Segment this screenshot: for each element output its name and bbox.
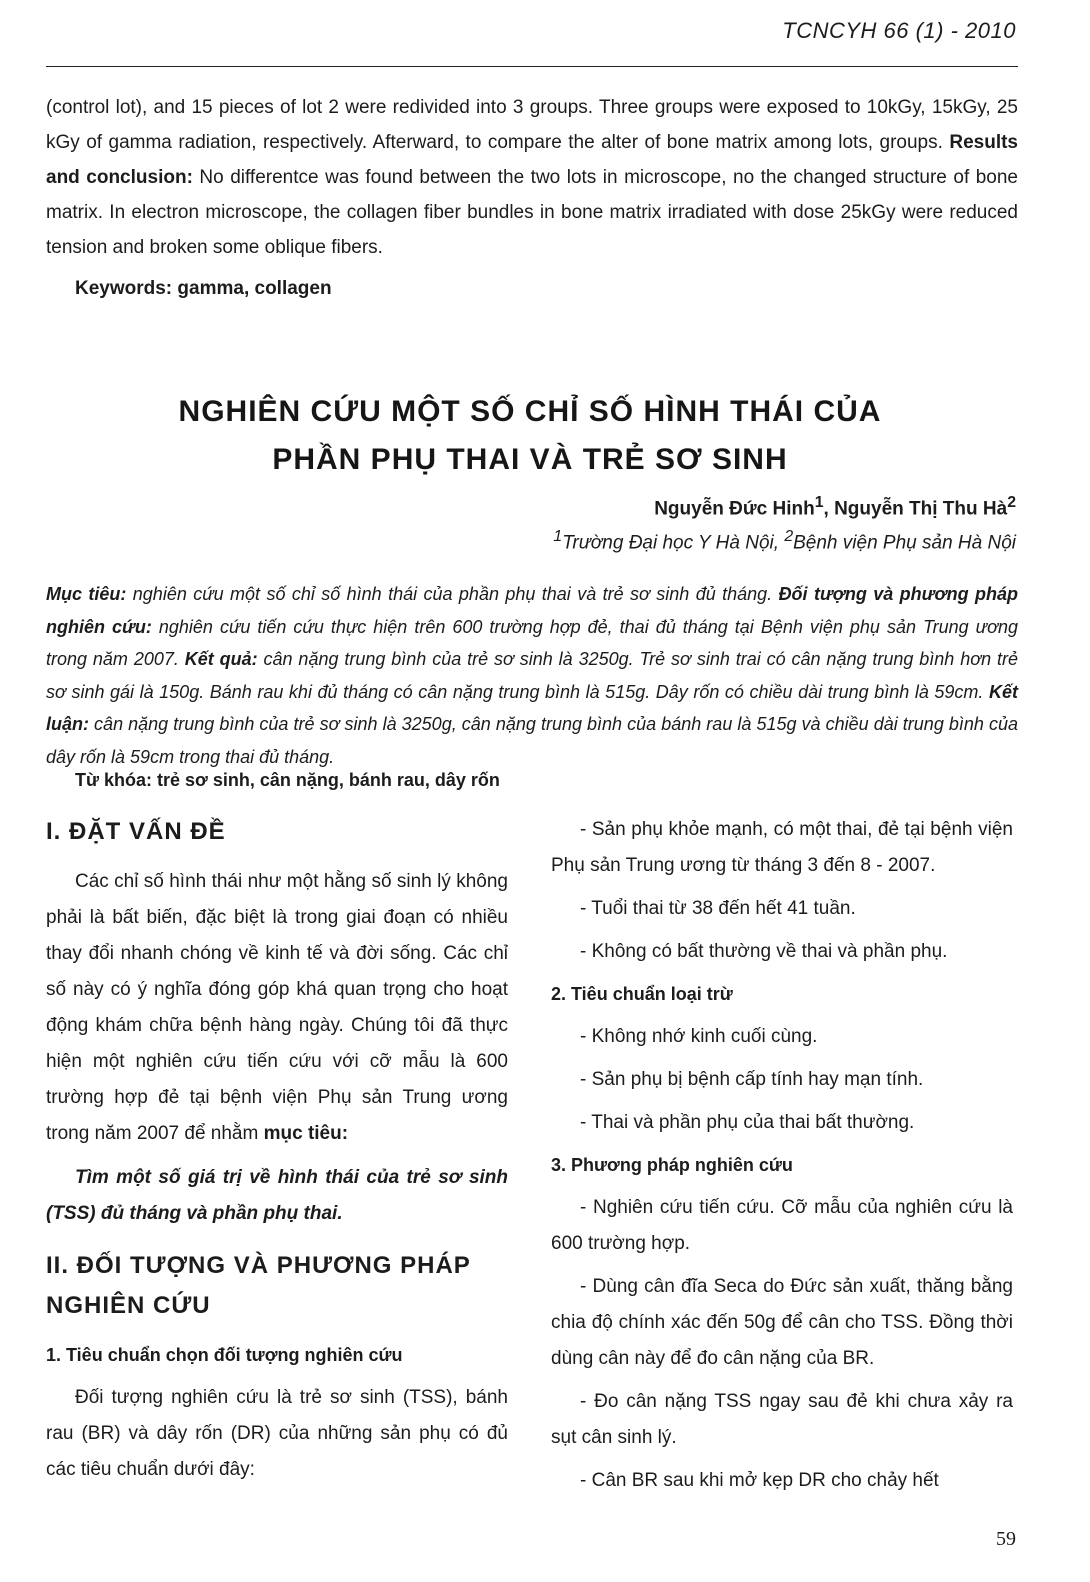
title-line-1: NGHIÊN CỨU MỘT SỐ CHỈ SỐ HÌNH THÁI CỦA (178, 395, 882, 428)
author-separator: , (823, 498, 835, 520)
affiliation-1: Trường Đại học Y Hà Nội, (562, 532, 780, 554)
left-column (46, 812, 508, 1496)
criteria-item: - Tuổi thai từ 38 đến hết 41 tuần. (580, 898, 856, 919)
exclusion-item: - Thai và phần phụ của thai bất thường. (580, 1112, 915, 1133)
page-number: 59 (996, 1528, 1016, 1550)
journal-header: TCNCYH 66 (1) - 2010 (782, 18, 1016, 43)
header-divider (46, 66, 1018, 67)
article-title (0, 388, 1060, 484)
author-1-affil-mark: 1 (814, 494, 824, 511)
author-1: Nguyễn Đức Hinh (654, 498, 815, 520)
english-abstract (46, 90, 1018, 265)
results-label: Results and conclusion: (46, 132, 1018, 188)
text-objective: nghiên cứu một số chỉ số hình thái của phần phụ thai và trẻ sơ sinh đủ tháng. (126, 584, 779, 604)
affil-2-mark: 2 (784, 528, 794, 545)
method-item: - Đo cân nặng TSS ngay sau đẻ khi chưa xảy ra sụt cân sinh lý. (551, 1391, 1013, 1448)
criteria-item: - Sản phụ khỏe mạnh, có một thai, đẻ tại bệnh viện Phụ sản Trung ương từ tháng 3 đến 8 - 2007. (551, 819, 1013, 876)
method-item: - Nghiên cứu tiến cứu. Cỡ mẫu của nghiên cứu là 600 trường hợp. (551, 1197, 1013, 1254)
study-aim: Tìm một số giá trị về hình thái của trẻ sơ sinh (TSS) đủ tháng và phần phụ thai. (46, 1167, 508, 1224)
label-methods: Đối tượng và phương pháp nghiên cứu: (46, 584, 1018, 637)
subjects-paragraph: Đối tượng nghiên cứu là trẻ sơ sinh (TSS), bánh rau (BR) và dây rốn (DR) của những sản phụ có đủ các tiêu chuẩn dưới đây: (46, 1387, 508, 1480)
text-methods: nghiên cứu tiến cứu thực hiện trên 600 trường hợp đẻ, thai đủ tháng tại Bệnh viện phụ sản Trung ương trong năm 2007. (46, 616, 1018, 669)
abstract-en-text-2: No differentce was found between the two lots in microscope, no the changed structure of bone matrix. In electron microscope, the collagen fiber bundles in bone matrix irradiated with dose 25kGy were reduced tension and broken some oblique fibers. (46, 167, 1018, 258)
method-item: - Cân BR sau khi mở kẹp DR cho chảy hết (580, 1470, 939, 1491)
abstract-en-text-1: (control lot), and 15 pieces of lot 2 were redivided into 3 groups. Three groups were exposed to 10kGy, 15kGy, 25 kGy of gamma radiation, respectively. Afterward, to compare the alter of bone matrix among lots, groups. (46, 97, 1018, 153)
subsection-inclusion-heading: 1. Tiêu chuẩn chọn đối tượng nghiên cứu (46, 1345, 403, 1365)
subsection-exclusion-heading: 2. Tiêu chuẩn loại trừ (551, 984, 733, 1004)
subsection-method-heading: 3. Phương pháp nghiên cứu (551, 1155, 793, 1175)
exclusion-item: - Không nhớ kinh cuối cùng. (580, 1026, 818, 1047)
exclusion-item: - Sản phụ bị bệnh cấp tính hay mạn tính. (580, 1069, 924, 1090)
label-results: Kết quả: (184, 649, 258, 669)
label-objective: Mục tiêu: (46, 584, 127, 604)
vietnamese-keywords: Từ khóa: trẻ sơ sinh, cân nặng, bánh rau, dây rốn (75, 770, 500, 790)
authors (654, 494, 1016, 520)
label-conclusion: Kết luận: (46, 681, 1018, 734)
vietnamese-abstract (46, 578, 1018, 773)
right-column (551, 812, 1013, 1506)
author-2-affil-mark: 2 (1007, 494, 1016, 511)
affiliation-2: Bệnh viện Phụ sản Hà Nội (793, 532, 1016, 554)
affiliations (553, 528, 1016, 554)
section-2-heading: II. ĐỐI TƯỢNG VÀ PHƯƠNG PHÁP NGHIÊN CỨU (46, 1252, 471, 1319)
affil-1-mark: 1 (553, 528, 563, 545)
criteria-item: - Không có bất thường về thai và phần phụ. (580, 941, 948, 962)
author-2: Nguyễn Thị Thu Hà (834, 498, 1008, 520)
intro-text: Các chỉ số hình thái như một hằng số sinh lý không phải là bất biến, đặc biệt là trong giai đoạn có nhiều thay đổi nhanh chóng về kinh tế và đời sống. Các chỉ số này có ý nghĩa đóng góp khá quan trọng cho hoạt động khám chữa bệnh hàng ngày. Chúng tôi đã thực hiện một nghiên cứu tiến cứu với cỡ mẫu là 600 trường hợp đẻ tại bệnh viện Phụ sản Trung ương trong năm 2007 để nhằm (46, 871, 508, 1144)
method-item: - Dùng cân đĩa Seca do Đức sản xuất, thăng bằng chia độ chính xác đến 50g để cân cho TSS. Đồng thời dùng cân này để đo cân nặng của BR. (551, 1276, 1013, 1369)
text-conclusion: cân nặng trung bình của trẻ sơ sinh là 3250g, cân nặng trung bình của bánh rau là 515g và chiều dài trung bình của dây rốn là 59cm trong thai đủ tháng. (46, 714, 1018, 767)
text-results: cân nặng trung bình của trẻ sơ sinh là 3250g. Trẻ sơ sinh trai có cân nặng trung bình hơn trẻ sơ sinh gái là 150g. Bánh rau khi đủ tháng có cân nặng trung bình là 515g. Dây rốn có chiều dài trung bình là 59cm. (46, 649, 1018, 702)
intro-aim-label: mục tiêu: (263, 1123, 349, 1144)
title-line-2: PHẦN PHỤ THAI VÀ TRẺ SƠ SINH (272, 443, 788, 476)
english-keywords: Keywords: gamma, collagen (75, 278, 332, 299)
intro-paragraph (46, 864, 508, 1152)
section-1-heading: I. ĐẶT VẤN ĐỀ (46, 818, 226, 845)
